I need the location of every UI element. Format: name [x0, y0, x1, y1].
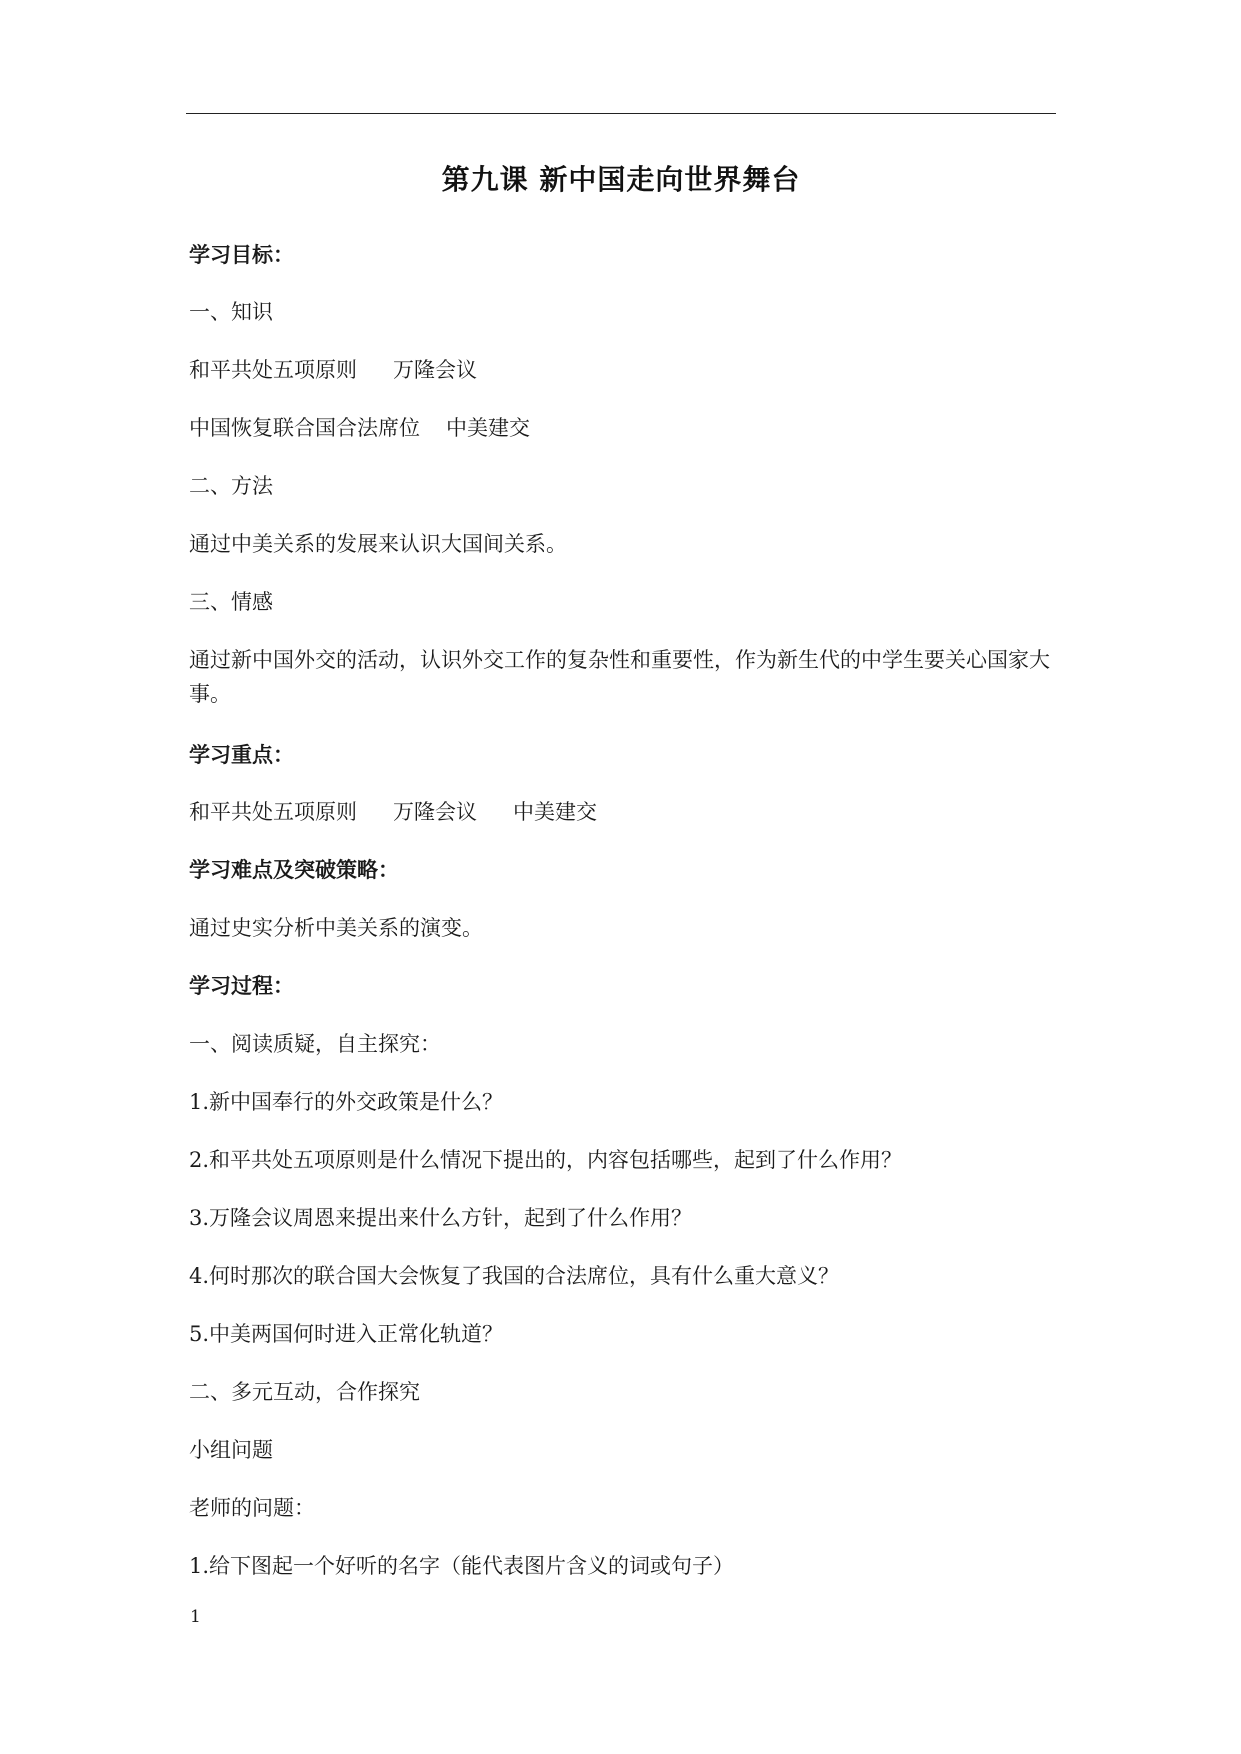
emotion-text: 通过新中国外交的活动，认识外交工作的复杂性和重要性，作为新生代的中学生要关心国家大事。 — [189, 648, 1050, 706]
teacher-question-1: 1.给下图起一个好听的名字（能代表图片含义的词或句子） — [189, 1554, 735, 1578]
difficulties-text: 通过史实分析中美关系的演变。 — [189, 916, 483, 940]
part2-heading: 二、多元互动，合作探究 — [189, 1380, 420, 1404]
difficulties-heading: 学习难点及突破策略： — [189, 858, 399, 882]
question-2: 2.和平共处五项原则是什么情况下提出的，内容包括哪些，起到了什么作用？ — [189, 1148, 903, 1172]
question-3: 3.万隆会议周恩来提出来什么方针，起到了什么作用？ — [189, 1206, 693, 1230]
knowledge-item: 中国恢复联合国合法席位 — [189, 416, 420, 440]
key-point-item: 和平共处五项原则 — [189, 800, 357, 824]
key-points-line — [189, 797, 597, 827]
part1-heading: 一、阅读质疑，自主探究： — [189, 1032, 441, 1056]
header-rule — [186, 113, 1056, 114]
question-4: 4.何时那次的联合国大会恢复了我国的合法席位，具有什么重大意义？ — [189, 1264, 840, 1288]
page-title: 第九课 新中国走向世界舞台 — [441, 163, 801, 196]
knowledge-heading: 一、知识 — [189, 300, 273, 324]
page-number: 1 — [190, 1607, 201, 1627]
emotion-heading: 三、情感 — [189, 590, 273, 614]
knowledge-line-1 — [189, 355, 477, 385]
knowledge-item: 中美建交 — [446, 416, 530, 440]
question-5: 5.中美两国何时进入正常化轨道？ — [189, 1322, 504, 1346]
key-points-heading: 学习重点： — [189, 743, 294, 767]
key-point-item: 万隆会议 — [393, 800, 477, 824]
method-heading: 二、方法 — [189, 474, 273, 498]
teacher-questions-label: 老师的问题： — [189, 1496, 315, 1520]
objectives-heading: 学习目标： — [189, 243, 294, 267]
knowledge-item: 和平共处五项原则 — [189, 358, 357, 382]
key-point-item: 中美建交 — [513, 800, 597, 824]
process-heading: 学习过程： — [189, 974, 294, 998]
method-text: 通过中美关系的发展来认识大国间关系。 — [189, 532, 567, 556]
knowledge-line-2 — [189, 413, 530, 443]
question-1: 1.新中国奉行的外交政策是什么？ — [189, 1090, 504, 1114]
group-questions-label: 小组问题 — [189, 1438, 273, 1462]
knowledge-item: 万隆会议 — [393, 358, 477, 382]
